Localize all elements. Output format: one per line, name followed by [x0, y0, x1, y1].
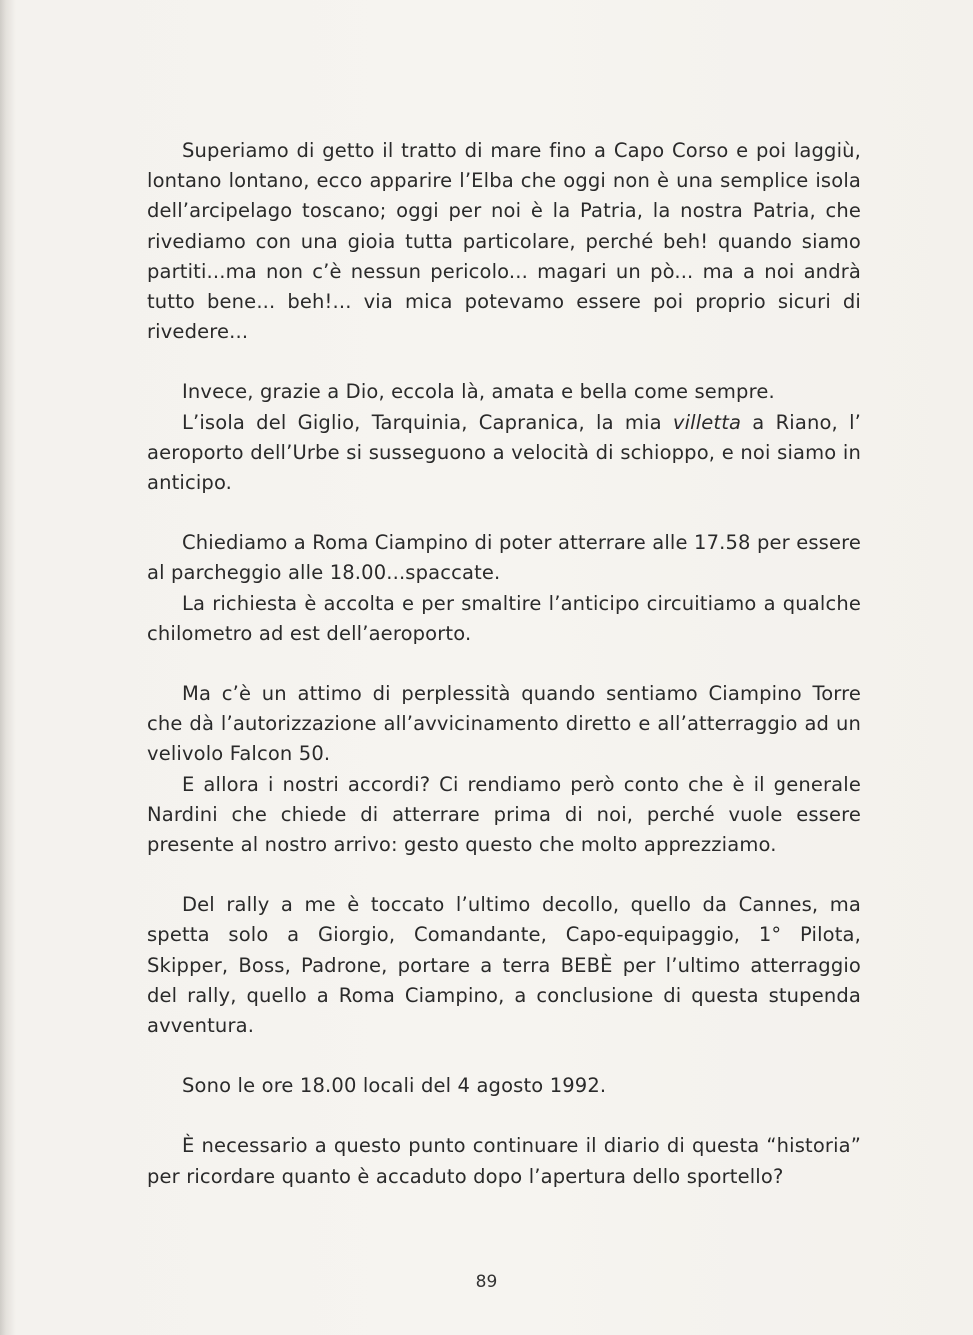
paragraph-3: L’isola del Giglio, Tarquinia, Capranica, la mia villetta a Riano, l’ aeroporto dell’Urbe si susseguono a velocità di schioppo, e noi siamo in anticipo.: [147, 410, 861, 495]
paragraph-gap: [147, 860, 861, 890]
paragraph-6: Ma c’è un attimo di perplessità quando sentiamo Ciampino Torre che dà l’autorizzazione all’avvicinamento diretto e all’atterraggio ad un velivolo Falcon 50.: [147, 682, 861, 766]
paragraph-7: E allora i nostri accordi? Ci rendiamo però conto che è il generale Nardini che chiede di atterrare prima di noi, perché vuole essere presente al nostro arrivo: gesto questo che molto apprezziamo.: [147, 772, 861, 857]
body-text: [147, 136, 861, 1192]
paragraph-gap: [147, 347, 861, 377]
paragraph-gap: [147, 1041, 861, 1071]
paragraph-gap: [147, 649, 861, 679]
italic-word: villetta: [672, 410, 742, 434]
paragraph-2: Invece, grazie a Dio, eccola là, amata e bella come sempre.: [182, 380, 775, 404]
page-number: 89: [475, 1272, 498, 1292]
paragraph-1: Superiamo di getto il tratto di mare fino a Capo Corso e poi laggiù, lontano lontano, ecco apparire l’Elba che oggi non è una semplice isola dell’arcipelago toscano; oggi per noi è la Patria, la nostra Patria, che rivediamo con una gioia tutta particolare, perché beh! quando siamo partiti...ma non c’è nessun pericolo... magari un pò... ma a noi andrà tutto bene... beh!... via mica potevamo essere poi proprio sicuri di rivedere...: [147, 139, 861, 344]
paragraph-4: Chiediamo a Roma Ciampino di poter atterrare alle 17.58 per essere al parcheggio alle 18.00...spaccate.: [147, 531, 861, 585]
paragraph-10: È necessario a questo punto continuare il diario di questa “historia” per ricordare quanto è accaduto dopo l’apertura dello sportello?: [147, 1134, 861, 1188]
paragraph-9: Sono le ore 18.00 locali del 4 agosto 1992.: [182, 1074, 607, 1098]
paragraph-gap: [147, 498, 861, 528]
paragraph-gap: [147, 1101, 861, 1131]
paragraph-5: La richiesta è accolta e per smaltire l’anticipo circuitiamo a qualche chilometro ad est dell’aeroporto.: [147, 591, 861, 645]
paragraph-8: Del rally a me è toccato l’ultimo decollo, quello da Cannes, ma spetta solo a Giorgio, Comandante, Capo-equipaggio, 1° Pilota, Skipper, Boss, Padrone, portare a terra BEBÈ per l’ultimo atterraggio del rally, quello a Roma Ciampino, a conclusione di questa stupenda avventura.: [147, 893, 861, 1038]
